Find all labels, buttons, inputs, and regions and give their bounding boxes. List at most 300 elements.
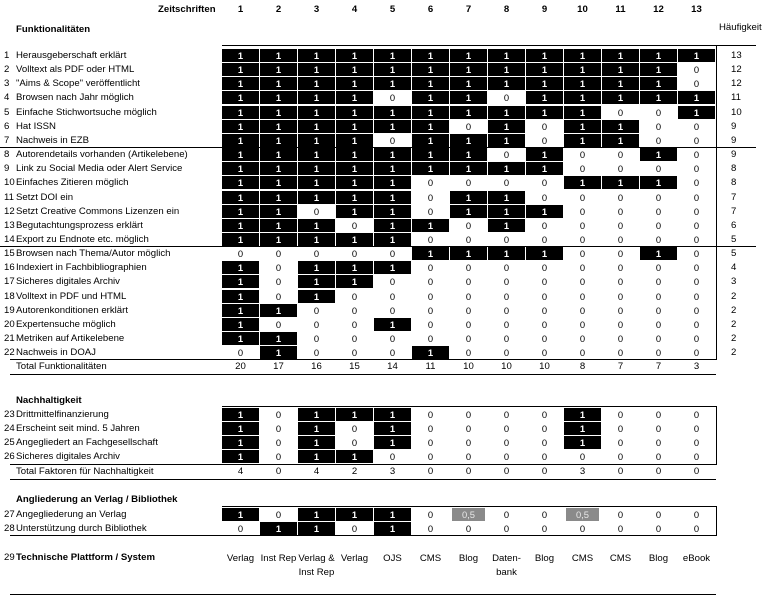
table-cell: 0 — [541, 134, 548, 146]
table-cell: 0 — [351, 523, 358, 535]
table-cell: 0 — [617, 248, 624, 260]
divider-line — [10, 479, 716, 480]
table-cell: 1 — [564, 106, 601, 119]
table-cell: 1 — [336, 205, 373, 218]
table-cell: 0 — [541, 318, 548, 330]
table-cell: 1 — [336, 120, 373, 133]
frequency-value: 2 — [731, 304, 737, 316]
table-cell: 1 — [374, 318, 411, 331]
table-cell: 0 — [617, 191, 624, 203]
frequency-value: 8 — [731, 163, 737, 175]
table-cell: 1 — [298, 233, 335, 246]
table-cell: 0 — [617, 509, 624, 520]
total-value: 0 — [503, 465, 510, 477]
table-cell: 1 — [602, 63, 639, 76]
table-cell: 1 — [374, 162, 411, 175]
row-number: 26 — [4, 451, 15, 463]
table-cell: 1 — [222, 63, 259, 76]
table-cell: 0 — [655, 409, 662, 420]
table-cell: 0 — [579, 290, 586, 302]
table-cell: 1 — [488, 247, 525, 260]
frequency-value: 10 — [731, 106, 742, 118]
total-value: 4 — [313, 465, 320, 477]
table-cell: 0 — [465, 233, 472, 245]
total-value: 0 — [617, 465, 624, 477]
table-cell: 0 — [427, 409, 434, 420]
row-number: 28 — [4, 523, 15, 535]
table-cell: 0 — [465, 347, 472, 359]
table-cell: 1 — [374, 148, 411, 161]
table-cell: 1 — [450, 205, 487, 218]
table-cell: 1 — [412, 162, 449, 175]
table-cell: 0 — [465, 177, 472, 189]
zeitschriften-label: Zeitschriften — [158, 4, 216, 15]
platform-value: Daten-bank — [492, 553, 521, 578]
divider-line — [0, 246, 756, 247]
table-cell: 0 — [427, 177, 434, 189]
table-cell: 0 — [351, 248, 358, 260]
table-cell: 1 — [640, 49, 677, 62]
table-cell: 0,5 — [452, 508, 485, 521]
table-cell: 0 — [465, 523, 472, 535]
frequency-value: 7 — [731, 191, 737, 203]
table-cell: 1 — [412, 49, 449, 62]
table-cell: 1 — [336, 275, 373, 288]
table-cell: 1 — [298, 219, 335, 232]
table-cell: 0 — [427, 276, 434, 288]
total-value: 10 — [539, 361, 550, 373]
row-label: Setzt DOI ein — [16, 191, 74, 203]
row-number: 4 — [4, 92, 10, 104]
table-cell: 0 — [503, 509, 510, 520]
divider-line — [716, 506, 717, 536]
table-cell: 1 — [564, 120, 601, 133]
row-label: "Aims & Scope" veröffentlicht — [16, 78, 140, 90]
table-cell: 1 — [298, 261, 335, 274]
table-cell: 0 — [693, 437, 700, 449]
table-cell: 1 — [488, 205, 525, 218]
table-cell: 0 — [655, 423, 662, 435]
table-cell: 1 — [450, 134, 487, 147]
divider-line — [10, 374, 716, 375]
table-cell: 1 — [526, 162, 563, 175]
table-cell: 0 — [693, 78, 700, 90]
table-cell: 0 — [351, 423, 358, 435]
table-cell: 0 — [693, 163, 700, 175]
table-cell: 0 — [541, 523, 548, 535]
table-cell: 0 — [503, 523, 510, 535]
row-label: Export zu Endnote etc. möglich — [16, 233, 149, 245]
table-cell: 1 — [374, 176, 411, 189]
row-number: 22 — [4, 347, 15, 359]
table-cell: 0 — [275, 248, 282, 260]
table-cell: 0 — [655, 304, 662, 316]
table-cell: 0 — [655, 437, 662, 449]
total-label: Total Funktionalitäten — [16, 361, 107, 373]
table-cell: 1 — [222, 332, 259, 345]
table-cell: 0 — [693, 423, 700, 435]
table-cell: 0 — [503, 290, 510, 302]
table-cell: 0 — [275, 509, 282, 520]
table-cell: 1 — [640, 63, 677, 76]
table-cell: 1 — [412, 106, 449, 119]
table-cell: 1 — [488, 77, 525, 90]
column-header: 10 — [577, 4, 588, 15]
table-cell: 0 — [313, 248, 320, 260]
table-cell: 1 — [450, 77, 487, 90]
platform-value: Verlag & Inst Rep — [298, 553, 335, 578]
table-cell: 0 — [693, 523, 700, 535]
table-cell: 1 — [222, 134, 259, 147]
table-cell: 1 — [222, 233, 259, 246]
row-number: 15 — [4, 248, 15, 260]
table-cell: 1 — [222, 318, 259, 331]
frequency-value: 5 — [731, 248, 737, 260]
row-number: 14 — [4, 233, 15, 245]
row-number: 21 — [4, 333, 15, 344]
table-cell: 1 — [222, 120, 259, 133]
row-number: 19 — [4, 304, 15, 316]
table-cell: 0 — [617, 451, 624, 463]
table-cell: 0 — [617, 523, 624, 535]
table-cell: 1 — [336, 408, 373, 421]
table-cell: 0 — [693, 233, 700, 245]
table-cell: 0 — [617, 276, 624, 288]
table-cell: 0 — [617, 163, 624, 175]
table-cell: 1 — [450, 148, 487, 161]
table-cell: 1 — [298, 191, 335, 204]
total-value: 0 — [465, 465, 472, 477]
divider-line — [222, 45, 756, 46]
table-cell: 0 — [465, 304, 472, 316]
platform-value: Inst Rep — [260, 553, 297, 564]
table-cell: 1 — [488, 191, 525, 204]
table-cell: 1 — [488, 106, 525, 119]
frequency-value: 12 — [731, 78, 742, 90]
table-cell: 0 — [655, 523, 662, 535]
table-cell: 0 — [427, 437, 434, 449]
column-header: 12 — [653, 4, 664, 15]
table-cell: 1 — [564, 176, 601, 189]
table-cell: 0 — [579, 248, 586, 260]
table-cell: 1 — [450, 247, 487, 260]
frequency-value: 2 — [731, 318, 737, 330]
table-cell: 0 — [503, 92, 510, 104]
column-header: 7 — [465, 4, 472, 15]
table-cell: 0 — [465, 120, 472, 132]
table-cell: 1 — [374, 422, 411, 435]
table-cell: 1 — [374, 120, 411, 133]
table-cell: 1 — [260, 49, 297, 62]
table-cell: 1 — [640, 176, 677, 189]
table-cell: 1 — [374, 436, 411, 449]
table-cell: 0 — [655, 509, 662, 520]
table-cell: 1 — [412, 247, 449, 260]
row-label: Sicheres digitales Archiv — [16, 276, 120, 288]
table-cell: 0 — [579, 347, 586, 359]
table-cell: 1 — [526, 205, 563, 218]
frequency-value: 2 — [731, 333, 737, 344]
table-cell: 1 — [336, 106, 373, 119]
total-value: 10 — [501, 361, 512, 373]
table-cell: 1 — [298, 106, 335, 119]
table-cell: 0 — [351, 219, 358, 231]
table-cell: 0 — [503, 262, 510, 274]
table-cell: 0 — [465, 423, 472, 435]
table-cell: 0 — [579, 451, 586, 463]
table-cell: 0 — [655, 262, 662, 274]
table-cell: 0 — [655, 106, 662, 118]
table-cell: 1 — [412, 63, 449, 76]
table-cell: 1 — [298, 436, 335, 449]
table-cell: 1 — [222, 106, 259, 119]
divider-line — [10, 594, 716, 595]
row-number: 17 — [4, 276, 15, 288]
table-cell: 1 — [260, 134, 297, 147]
platform-value: OJS — [383, 553, 402, 564]
table-cell: 0 — [541, 347, 548, 359]
table-cell: 0 — [427, 333, 434, 344]
row-label: Browsen nach Jahr möglich — [16, 92, 134, 104]
table-cell: 0 — [351, 304, 358, 316]
table-cell: 0 — [275, 409, 282, 420]
table-cell: 1 — [564, 91, 601, 104]
table-cell: 1 — [336, 162, 373, 175]
table-cell: 1 — [336, 77, 373, 90]
table-cell: 1 — [298, 450, 335, 463]
table-cell: 1 — [336, 233, 373, 246]
table-cell: 1 — [260, 346, 297, 359]
column-header: 2 — [275, 4, 282, 15]
table-cell: 1 — [488, 120, 525, 133]
table-cell: 1 — [260, 219, 297, 232]
column-header: 1 — [237, 4, 244, 15]
table-cell: 1 — [488, 219, 525, 232]
table-cell: 0 — [693, 262, 700, 274]
table-cell: 0 — [275, 437, 282, 449]
table-cell: 0 — [503, 451, 510, 463]
row-number: 9 — [4, 163, 10, 175]
table-cell: 1 — [640, 77, 677, 90]
table-cell: 0 — [275, 262, 282, 274]
table-cell: 0 — [465, 276, 472, 288]
platform-value: Blog — [648, 553, 669, 564]
table-cell: 0 — [427, 191, 434, 203]
table-cell: 1 — [374, 261, 411, 274]
table-cell: 0 — [579, 333, 586, 344]
table-cell: 1 — [336, 261, 373, 274]
frequency-value: 12 — [731, 64, 742, 76]
column-header: 4 — [351, 4, 358, 15]
table-cell: 0 — [579, 304, 586, 316]
row-number: 11 — [4, 191, 14, 203]
divider-line — [0, 147, 756, 148]
table-cell: 0 — [617, 106, 624, 118]
total-value: 0 — [427, 465, 434, 477]
table-cell: 0 — [503, 347, 510, 359]
row-number: 18 — [4, 290, 15, 302]
table-cell: 0 — [617, 262, 624, 274]
section-title: Angliederung an Verlag / Bibliothek — [16, 494, 178, 505]
table-cell: 0 — [655, 451, 662, 463]
table-cell: 0 — [389, 134, 396, 146]
table-cell: 0 — [465, 262, 472, 274]
total-label: Total Faktoren für Nachhaltigkeit — [16, 465, 154, 477]
table-cell: 0 — [313, 333, 320, 344]
total-value: 15 — [349, 361, 360, 373]
table-cell: 0 — [275, 276, 282, 288]
table-cell: 1 — [298, 120, 335, 133]
table-cell: 0 — [237, 347, 244, 359]
row-number: 20 — [4, 318, 15, 330]
table-cell: 1 — [260, 332, 297, 345]
table-cell: 0 — [541, 290, 548, 302]
table-cell: 0 — [389, 248, 396, 260]
table-cell: 0 — [617, 333, 624, 344]
table-cell: 0 — [541, 219, 548, 231]
table-cell: 0 — [389, 451, 396, 463]
table-cell: 1 — [222, 219, 259, 232]
table-cell: 1 — [602, 176, 639, 189]
table-cell: 0 — [503, 318, 510, 330]
table-cell: 0 — [693, 205, 700, 217]
table-cell: 0 — [541, 304, 548, 316]
table-cell: 0 — [427, 523, 434, 535]
row-number: 7 — [4, 134, 10, 146]
table-cell: 0 — [579, 276, 586, 288]
table-cell: 1 — [412, 219, 449, 232]
table-cell: 0 — [427, 423, 434, 435]
table-cell: 0 — [389, 304, 396, 316]
table-cell: 1 — [412, 91, 449, 104]
table-cell: 0 — [465, 409, 472, 420]
table-cell: 0 — [655, 233, 662, 245]
table-cell: 0 — [389, 92, 396, 104]
table-cell: 1 — [298, 91, 335, 104]
table-cell: 1 — [640, 148, 677, 161]
row-label: Indexiert in Fachbibliographien — [16, 262, 147, 274]
divider-line — [222, 506, 716, 507]
table-cell: 0 — [465, 318, 472, 330]
table-cell: 1 — [564, 408, 601, 421]
table-cell: 1 — [488, 134, 525, 147]
table-cell: 1 — [260, 176, 297, 189]
table-cell: 0 — [465, 437, 472, 449]
total-value: 3 — [389, 465, 396, 477]
table-cell: 1 — [298, 162, 335, 175]
table-cell: 0 — [617, 233, 624, 245]
table-cell: 1 — [260, 148, 297, 161]
row-number: 24 — [4, 423, 15, 435]
row-number: 8 — [4, 149, 10, 161]
table-cell: 0 — [693, 219, 700, 231]
table-cell: 1 — [336, 508, 373, 521]
table-cell: 0 — [693, 276, 700, 288]
table-cell: 1 — [526, 63, 563, 76]
table-cell: 1 — [374, 205, 411, 218]
table-cell: 1 — [222, 77, 259, 90]
table-cell: 1 — [260, 522, 297, 535]
table-cell: 1 — [602, 134, 639, 147]
table-cell: 0 — [579, 523, 586, 535]
total-value: 10 — [463, 361, 474, 373]
table-cell: 1 — [222, 49, 259, 62]
table-cell: 0 — [427, 262, 434, 274]
total-value: 4 — [237, 465, 244, 477]
table-cell: 1 — [336, 148, 373, 161]
total-value: 7 — [655, 361, 662, 373]
table-cell: 1 — [298, 290, 335, 303]
platform-value: Verlag — [340, 553, 369, 564]
table-cell: 1 — [678, 91, 715, 104]
divider-line — [716, 406, 717, 465]
row-number: 6 — [4, 120, 10, 132]
table-cell: 1 — [222, 290, 259, 303]
table-cell: 0 — [617, 437, 624, 449]
table-cell: 1 — [222, 261, 259, 274]
table-cell: 1 — [374, 77, 411, 90]
row-label: Nachweis in EZB — [16, 134, 90, 146]
section-title: Funktionalitäten — [16, 24, 91, 35]
table-cell: 0 — [541, 120, 548, 132]
table-cell: 1 — [336, 49, 373, 62]
row-label: Metriken auf Artikelebene — [16, 333, 125, 344]
table-cell: 0 — [313, 304, 320, 316]
platform-value: CMS — [571, 553, 594, 564]
row-label: Angegliedert an Fachgesellschaft — [16, 437, 158, 449]
column-header: 11 — [615, 4, 626, 15]
row-label: Erscheint seit mind. 5 Jahren — [16, 423, 140, 435]
table-cell: 1 — [298, 49, 335, 62]
frequency-value: 8 — [731, 177, 737, 189]
total-value: 7 — [617, 361, 624, 373]
table-cell: 1 — [564, 49, 601, 62]
row-number: 16 — [4, 262, 15, 274]
total-value: 0 — [655, 465, 662, 477]
table-cell: 0 — [693, 248, 700, 260]
table-cell: 1 — [374, 106, 411, 119]
table-cell: 1 — [640, 91, 677, 104]
table-cell: 1 — [526, 106, 563, 119]
table-cell: 0 — [617, 347, 624, 359]
row-label: Herausgeberschaft erklärt — [16, 50, 127, 61]
frequency-value: 2 — [731, 290, 737, 302]
table-cell: 0 — [617, 205, 624, 217]
table-cell: 0 — [617, 219, 624, 231]
table-cell: 0 — [693, 64, 700, 76]
table-cell: 0 — [617, 304, 624, 316]
table-cell: 0 — [351, 333, 358, 344]
table-cell: 1 — [260, 191, 297, 204]
table-cell: 1 — [222, 436, 259, 449]
table-cell: 0 — [427, 205, 434, 217]
total-value: 8 — [579, 361, 586, 373]
table-cell: 0 — [541, 233, 548, 245]
frequency-value: 9 — [731, 149, 737, 161]
table-cell: 0 — [693, 318, 700, 330]
table-cell: 1 — [298, 275, 335, 288]
table-cell: 0 — [579, 163, 586, 175]
table-cell: 0 — [693, 120, 700, 132]
table-cell: 1 — [298, 522, 335, 535]
column-header: 9 — [541, 4, 548, 15]
total-value: 3 — [579, 465, 586, 477]
divider-line — [10, 464, 716, 465]
row-number: 23 — [4, 409, 15, 420]
table-cell: 0 — [693, 333, 700, 344]
row-label: Angegliederung an Verlag — [16, 509, 127, 520]
table-cell: 1 — [640, 247, 677, 260]
